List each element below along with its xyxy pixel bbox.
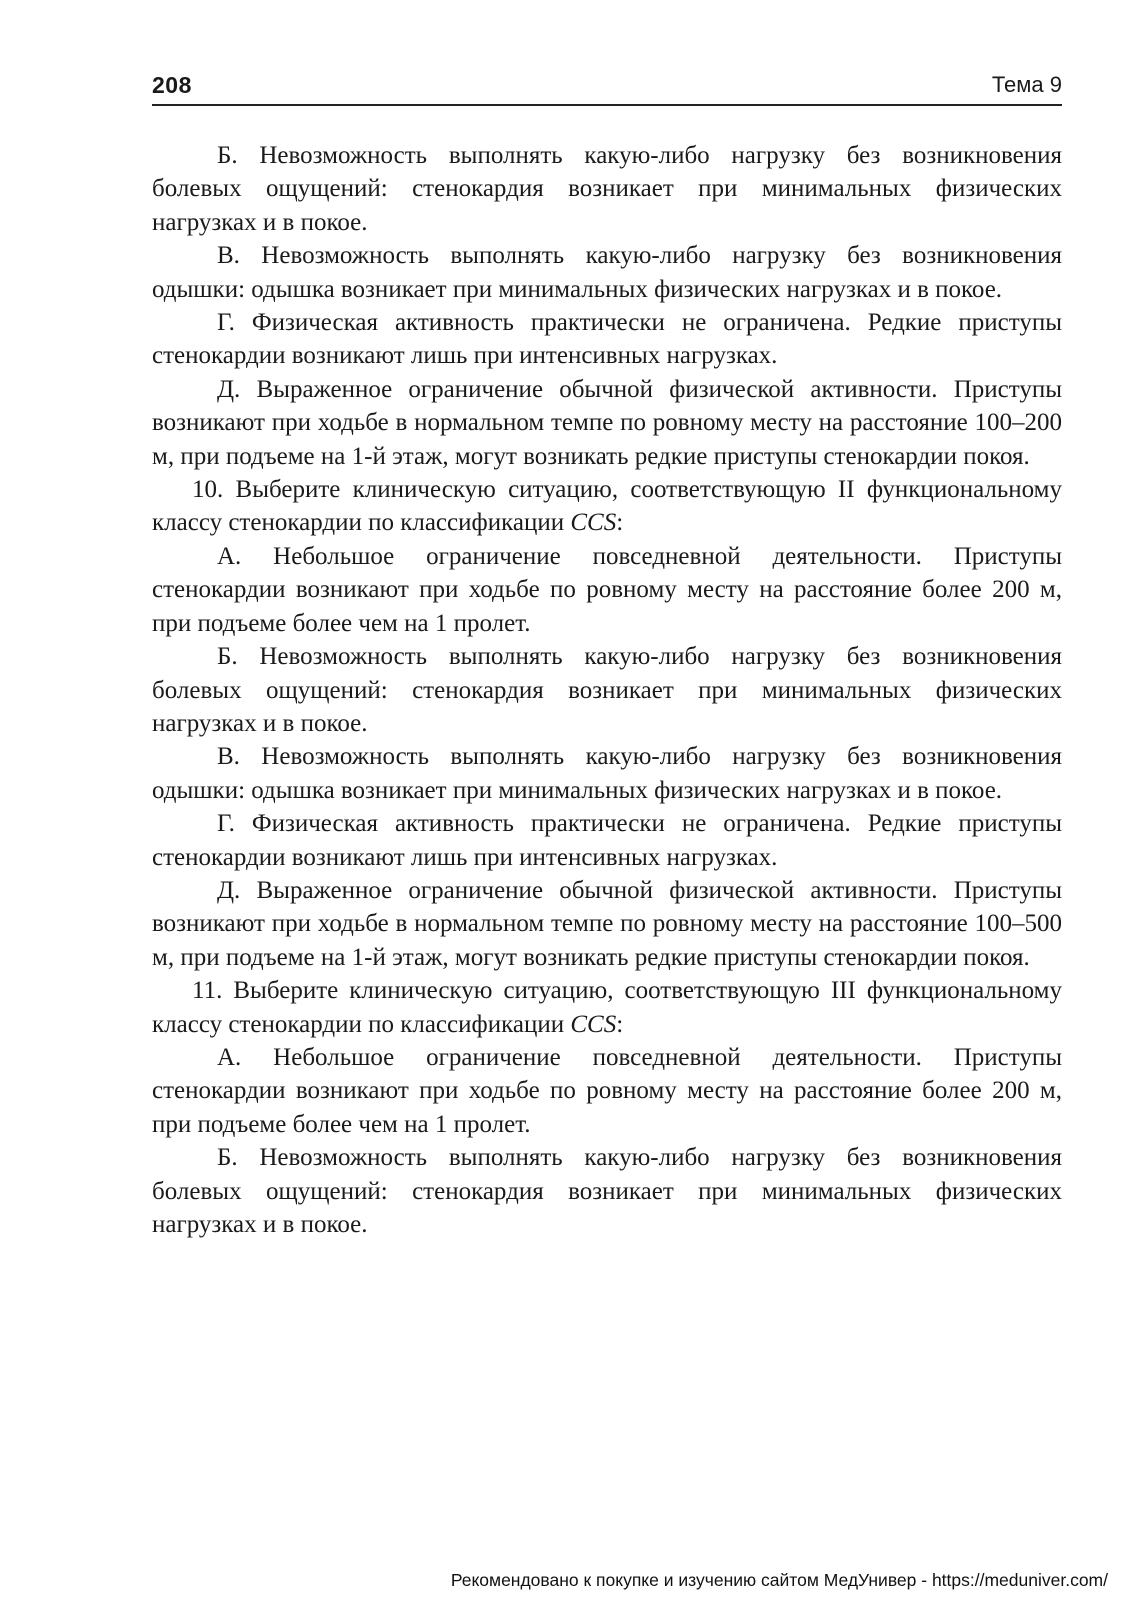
option-paragraph: [152, 740, 1062, 807]
paragraph-text: В. Невозможность выполнять какую-либо нагрузку без возникновения одышки: одышка возникает при минимальных физических нагрузках и в покое.: [152, 242, 1062, 303]
paragraph-suffix: :: [616, 509, 624, 537]
paragraph-text: В. Невозможность выполнять какую-либо нагрузку без возникновения одышки: одышка возникает при минимальных физических нагрузках и в покое.: [152, 743, 1062, 804]
page-header: [152, 72, 1062, 106]
paragraph-suffix: :: [616, 1010, 624, 1038]
option-paragraph: [152, 1141, 1062, 1241]
option-paragraph: [152, 306, 1062, 373]
paragraph-text: Г. Физическая активность практически не ограничена. Редкие приступы стенокардии возникают лишь при интенсивных нагрузках.: [152, 810, 1062, 871]
paragraph-text: Д. Выраженное ограничение обычной физической активности. Приступы возникают при ходьбе в нормальном темпе по ровному месту на расстояние 100–500 м, при подъеме на 1-й этаж, могут возникать редкие приступы стенокардии покоя.: [152, 876, 1062, 971]
paragraph-text: Г. Физическая активность практически не ограничена. Редкие приступы стенокардии возникают лишь при интенсивных нагрузках.: [152, 309, 1062, 370]
option-paragraph: [152, 874, 1062, 974]
option-paragraph: [152, 640, 1062, 740]
option-paragraph: [152, 239, 1062, 306]
paragraph-text: 11. Выберите клиническую ситуацию, соответствующую III функциональному классу стенокардии по классификации: [152, 977, 1062, 1038]
option-paragraph: [152, 1041, 1062, 1141]
classification-abbr: CCS: [570, 1010, 617, 1038]
running-title: Тема 9: [991, 72, 1062, 97]
paragraph-text: А. Небольшое ограничение повседневной деятельности. Приступы стенокардии возникают при ходьбе по ровному месту на расстояние более 200 м, при подъеме более чем на 1 пролет.: [152, 542, 1062, 637]
classification-abbr: CCS: [570, 509, 617, 537]
paragraph-text: Б. Невозможность выполнять какую-либо нагрузку без возникновения болевых ощущений: стенокардия возникает при минимальных физических нагрузках и в покое.: [152, 142, 1062, 236]
option-paragraph: [152, 540, 1062, 640]
paragraph-text: 10. Выберите клиническую ситуацию, соответствующую II функциональному классу стенокардии по классификации: [152, 476, 1062, 537]
option-paragraph: [152, 807, 1062, 874]
page-number: 208: [152, 72, 192, 98]
paragraph-text: А. Небольшое ограничение повседневной деятельности. Приступы стенокардии возникают при ходьбе по ровному месту на расстояние более 200 м, при подъеме более чем на 1 пролет.: [152, 1043, 1062, 1138]
body-text: [152, 139, 1062, 1241]
option-paragraph: [152, 373, 1062, 473]
paragraph-text: Д. Выраженное ограничение обычной физической активности. Приступы возникают при ходьбе в нормальном темпе по ровному месту на расстояние 100–200 м, при подъеме на 1-й этаж, могут возникать редкие приступы стенокардии покоя.: [152, 375, 1062, 470]
question-paragraph: [152, 974, 1062, 1041]
paragraph-text: Б. Невозможность выполнять какую-либо нагрузку без возникновения болевых ощущений: стенокардия возникает при минимальных физических нагрузках и в покое.: [152, 643, 1062, 737]
option-paragraph: [152, 139, 1062, 239]
paragraph-text: Б. Невозможность выполнять какую-либо нагрузку без возникновения болевых ощущений: стенокардия возникает при минимальных физических нагрузках и в покое.: [152, 1144, 1062, 1238]
footer-watermark: Рекомендовано к покупке и изучению сайтом МедУнивер - https://meduniver.com/: [450, 1570, 1108, 1590]
question-paragraph: [152, 473, 1062, 540]
